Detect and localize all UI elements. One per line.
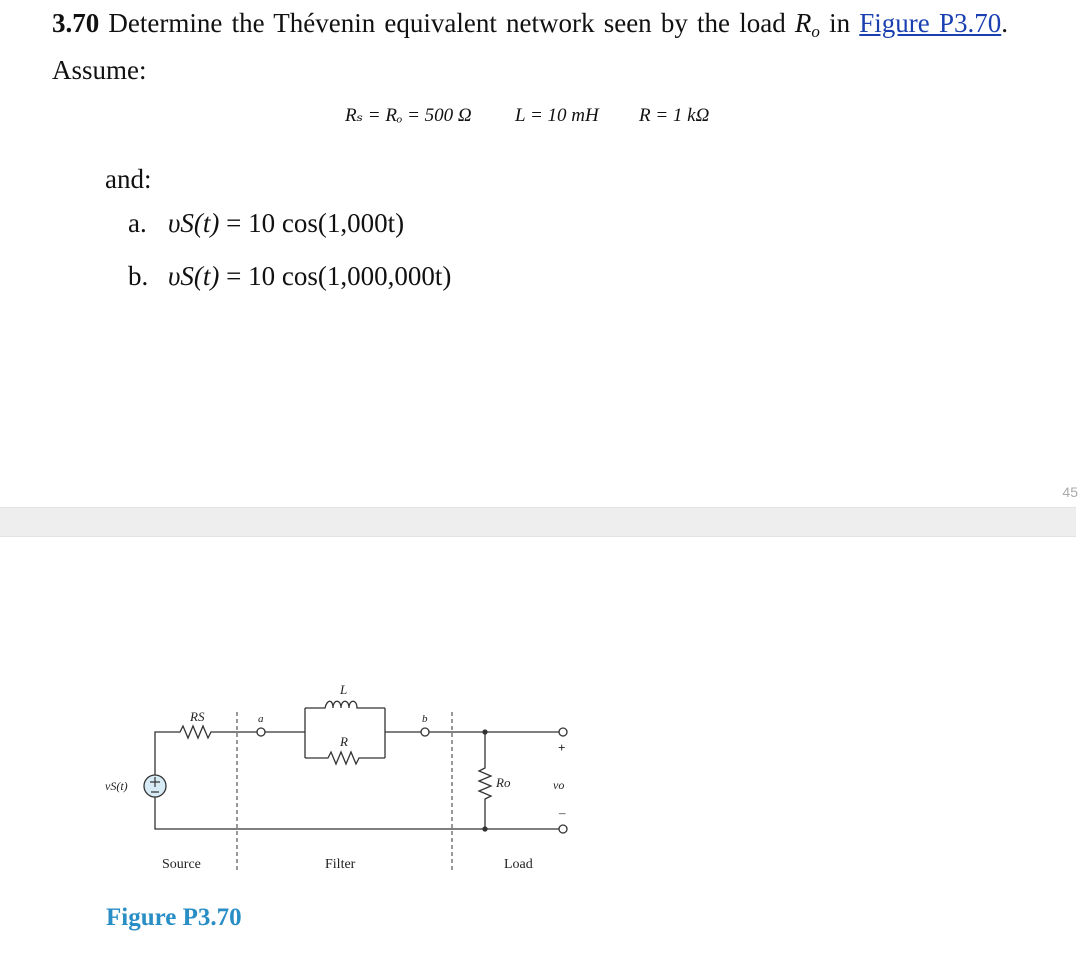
label-vo: vo — [553, 778, 565, 792]
label-plus: + — [558, 740, 566, 755]
problem-statement — [52, 4, 1008, 89]
problem-text-before: Determine the Thévenin equivalent network seen by the load — [99, 8, 795, 38]
resistor-r — [305, 752, 385, 764]
terminal-vo-minus — [559, 825, 567, 833]
load-subscript: o — [811, 22, 820, 41]
problem-text-in: in — [819, 8, 860, 38]
page-number: 45 — [1062, 484, 1078, 500]
label-minus: – — [559, 805, 566, 820]
terminal-b — [421, 728, 429, 736]
problem-text-after: . Assume: — [52, 8, 1008, 85]
figure-link[interactable]: Figure P3.70 — [859, 8, 1002, 38]
and-label: and: — [105, 164, 152, 194]
load-symbol: R — [794, 8, 812, 38]
case-b-rhs: = 10 cos(1,000,000t) — [219, 261, 452, 291]
rs-resistor — [155, 726, 257, 775]
label-load: Load — [504, 857, 533, 872]
case-a — [128, 208, 404, 239]
label-l: L — [340, 682, 348, 697]
case-b-lhs: υS(t) — [168, 261, 220, 291]
case-a-lhs: υS(t) — [168, 208, 220, 238]
filter-lr-parallel — [305, 701, 385, 764]
label-ro: Ro — [496, 775, 511, 790]
label-vs: vS(t) — [105, 779, 128, 793]
case-a-rhs: = 10 cos(1,000t) — [219, 208, 405, 238]
label-a: a — [258, 713, 264, 725]
page-divider — [0, 507, 1076, 537]
figure-caption: Figure P3.70 — [106, 904, 242, 931]
assumption-l: L = 10 mH — [515, 105, 599, 126]
terminal-vo-plus — [559, 728, 567, 736]
label-filter: Filter — [325, 857, 356, 872]
problem-number: 3.70 — [52, 8, 100, 38]
assumption-rs-ro: Rₛ = Rₒ = 500 Ω — [345, 105, 472, 126]
label-source: Source — [162, 857, 201, 872]
label-r: R — [340, 734, 348, 749]
label-b: b — [422, 713, 428, 725]
case-b — [128, 261, 451, 292]
ro-resistor — [479, 732, 491, 829]
assumption-r: R = 1 kΩ — [639, 105, 710, 126]
label-rs: RS — [190, 709, 205, 724]
wire-bottom — [155, 797, 559, 829]
terminal-a — [257, 728, 265, 736]
circuit-diagram — [100, 672, 580, 882]
assumption-values — [345, 104, 709, 127]
case-b-label: b. — [128, 261, 149, 291]
case-a-label: a. — [128, 208, 147, 238]
inductor-l — [305, 701, 385, 708]
